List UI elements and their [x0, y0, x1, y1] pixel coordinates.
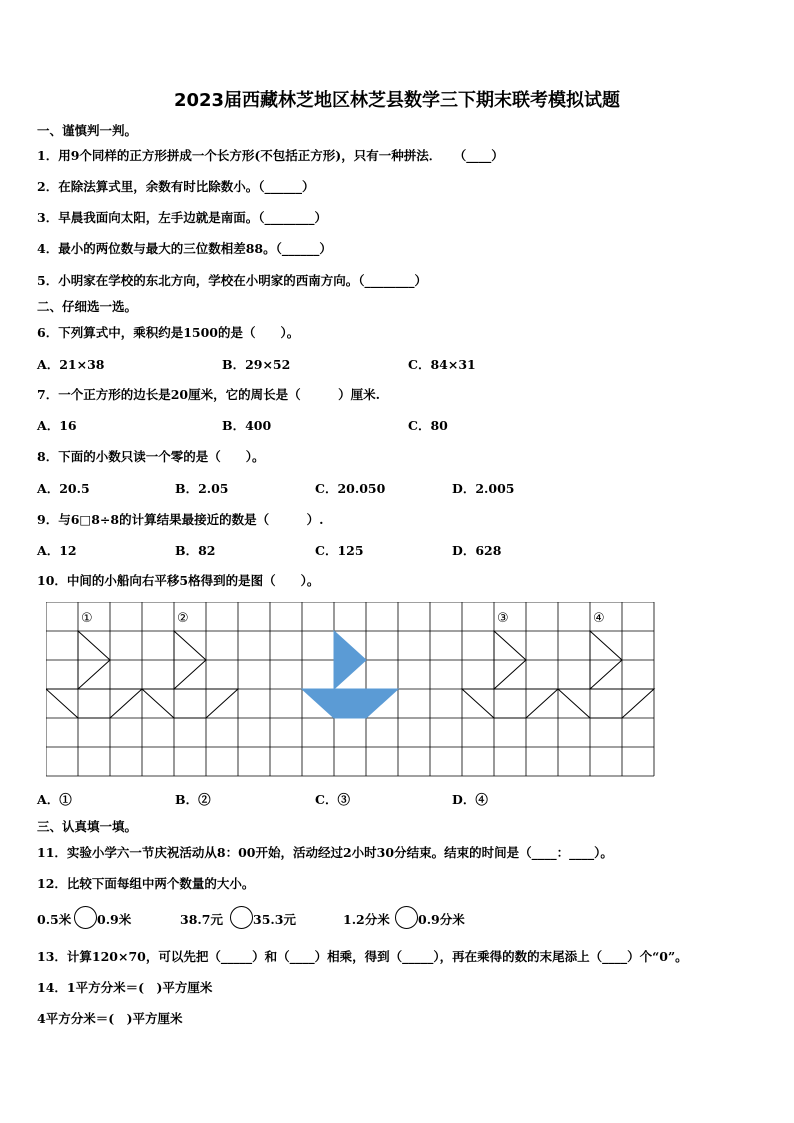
question-9: 9．与6□8÷8的计算结果最接近的数是（ ）. — [37, 512, 324, 527]
q10-option-b: B．② — [175, 792, 211, 807]
question-2: 2．在除法算式里，余数有时比除数小。（______） — [37, 179, 315, 194]
section-1-heading: 一、谨慎判一判。 — [37, 123, 138, 138]
compare-2-left: 38.7元 — [180, 912, 223, 927]
compare-3-left: 1.2分米 — [343, 912, 390, 927]
compare-2-right: 35.3元 — [253, 912, 296, 927]
figure-label: ① — [81, 611, 93, 626]
shaded-boat-hull — [302, 689, 398, 718]
shaded-boat-sail — [334, 631, 366, 689]
q7-option-b: B．400 — [222, 418, 272, 433]
compare-3-right: 0.9分米 — [418, 912, 465, 927]
question-4: 4．最小的两位数与最大的三位数相差88。（______） — [37, 241, 332, 256]
q7-option-a: A．16 — [37, 418, 77, 433]
boat-hull — [142, 689, 238, 718]
question-11: 11．实验小学六一节庆祝活动从8：00开始，活动经过2小时30分结束。结束的时间是（____：____）。 — [37, 845, 613, 860]
compare-circle-2[interactable] — [230, 906, 253, 929]
compare-1-right: 0.9米 — [97, 912, 132, 927]
question-12: 12．比较下面每组中两个数量的大小。 — [37, 876, 255, 891]
boat-grid-figure — [46, 602, 656, 780]
q9-option-b: B．82 — [175, 543, 216, 558]
q8-option-a: A．20.5 — [37, 481, 90, 496]
compare-1-left: 0.5米 — [37, 912, 72, 927]
figure-label: ④ — [593, 611, 605, 626]
boat-hull — [46, 689, 142, 718]
question-1: 1．用9个同样的正方形拼成一个长方形(不包括正方形)，只有一种拼法． （____） — [37, 148, 504, 163]
q9-option-c: C．125 — [315, 543, 364, 558]
question-5: 5．小明家在学校的东北方向，学校在小明家的西南方向。（________） — [37, 273, 427, 288]
q9-option-d: D．628 — [452, 543, 502, 558]
section-3-heading: 三、认真填一填。 — [37, 819, 138, 834]
question-6: 6．下列算式中，乘积约是1500的是（ ）。 — [37, 325, 300, 340]
question-8: 8．下面的小数只读一个零的是（ ）。 — [37, 449, 265, 464]
question-14-line-1: 14．1平方分米＝( )平方厘米 — [37, 980, 213, 995]
q10-option-c: C．③ — [315, 792, 350, 807]
question-14-line-2: 4平方分米＝( )平方厘米 — [37, 1011, 183, 1026]
page-title: 2023届西藏林芝地区林芝县数学三下期末联考模拟试题 — [173, 90, 621, 111]
q8-option-d: D．2.005 — [452, 481, 515, 496]
compare-circle-3[interactable] — [395, 906, 418, 929]
q8-option-b: B．2.05 — [175, 481, 229, 496]
compare-circle-1[interactable] — [74, 906, 97, 929]
figure-label: ② — [177, 611, 189, 626]
q8-option-c: C．20.050 — [315, 481, 386, 496]
boat-hull — [462, 689, 558, 718]
q10-option-d: D．④ — [452, 792, 488, 807]
q6-option-a: A．21×38 — [37, 357, 105, 372]
boat-hull — [558, 689, 654, 718]
q10-option-a: A．① — [37, 792, 72, 807]
q7-option-c: C．80 — [408, 418, 448, 433]
question-13: 13．计算120×70，可以先把（_____）和（____）相乘，得到（_____），再在乘得的数的末尾添上（____）个“0”。 — [37, 949, 688, 964]
q6-option-b: B．29×52 — [222, 357, 291, 372]
figure-label: ③ — [497, 611, 509, 626]
question-10: 10．中间的小船向右平移5格得到的是图（ ）。 — [37, 573, 320, 588]
section-2-heading: 二、仔细选一选。 — [37, 299, 138, 314]
q6-option-c: C．84×31 — [408, 357, 476, 372]
q9-option-a: A．12 — [37, 543, 77, 558]
question-3: 3．早晨我面向太阳，左手边就是南面。（________） — [37, 210, 327, 225]
question-7: 7．一个正方形的边长是20厘米，它的周长是（ ）厘米. — [37, 387, 380, 402]
